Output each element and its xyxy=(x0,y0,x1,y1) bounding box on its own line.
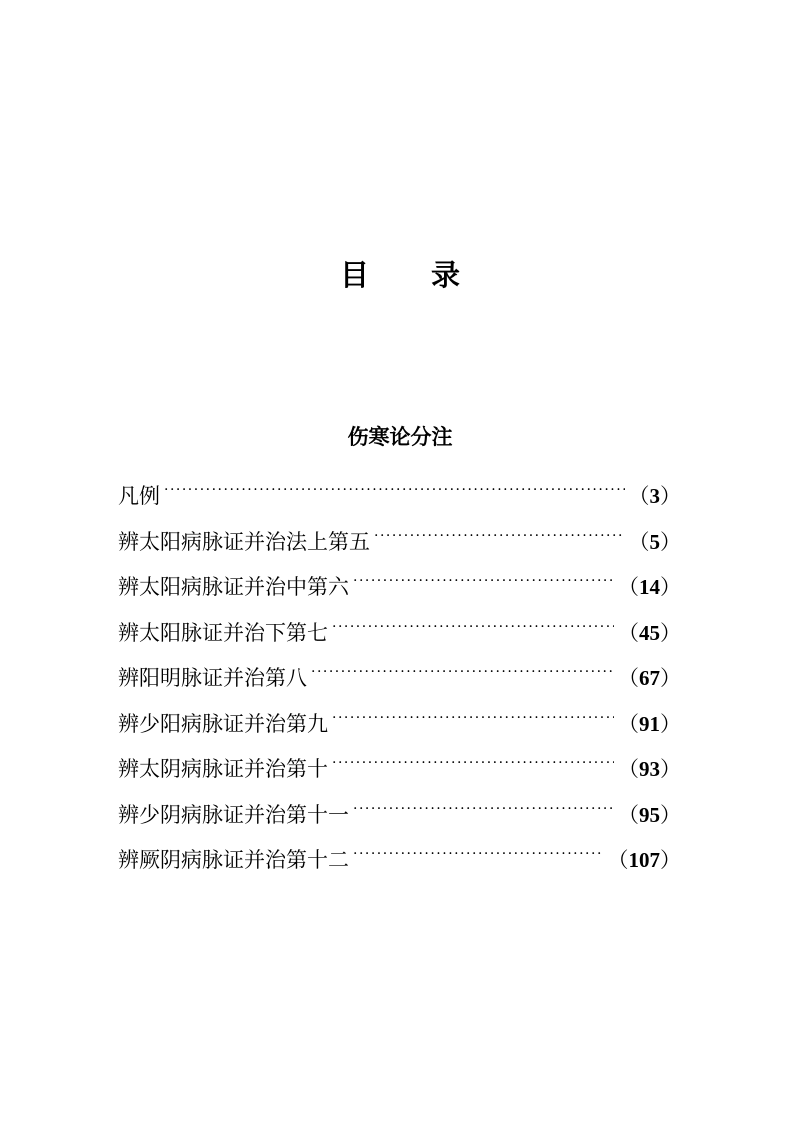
toc-entry[interactable] xyxy=(118,463,681,509)
dot-leader xyxy=(332,600,614,640)
entry-page-number: （45） xyxy=(618,620,681,645)
dot-leader xyxy=(353,827,604,867)
toc-entry[interactable] xyxy=(118,509,681,555)
dot-leader xyxy=(332,736,614,776)
entry-page-number: （91） xyxy=(618,711,681,736)
entry-page-number: （67） xyxy=(618,666,681,690)
dot-leader xyxy=(353,554,614,594)
entry-page-number: （5） xyxy=(628,529,681,554)
entry-page-number: （14） xyxy=(618,575,681,599)
dot-leader xyxy=(164,463,625,503)
dot-leader xyxy=(374,509,625,549)
entry-title: 辨少阳病脉证并治第九 xyxy=(118,711,328,736)
entry-title: 辨阳明脉证并治第八 xyxy=(118,666,307,690)
entry-page-number: （93） xyxy=(618,757,681,781)
page-title xyxy=(0,255,800,295)
table-of-contents xyxy=(118,463,681,873)
entry-title: 凡例 xyxy=(118,484,160,508)
dot-leader xyxy=(332,691,614,731)
title-char-lu: 录 xyxy=(431,258,461,292)
entry-page-number: （95） xyxy=(618,802,681,827)
entry-title: 辨少阴病脉证并治第十一 xyxy=(118,802,349,827)
dot-leader xyxy=(311,645,614,685)
dot-leader xyxy=(353,782,614,822)
entry-title: 辨太阴病脉证并治第十 xyxy=(118,757,328,781)
entry-title: 辨厥阴病脉证并治第十二 xyxy=(118,848,349,872)
entry-title: 辨太阳病脉证并治中第六 xyxy=(118,575,349,599)
entry-page-number: （107） xyxy=(607,848,681,872)
entry-page-number: （3） xyxy=(628,484,681,508)
entry-title: 辨太阳脉证并治下第七 xyxy=(118,620,328,645)
entry-title: 辨太阳病脉证并治法上第五 xyxy=(118,529,370,554)
title-char-mu: 目 xyxy=(339,258,369,292)
section-heading: 伤寒论分注 xyxy=(347,425,453,449)
